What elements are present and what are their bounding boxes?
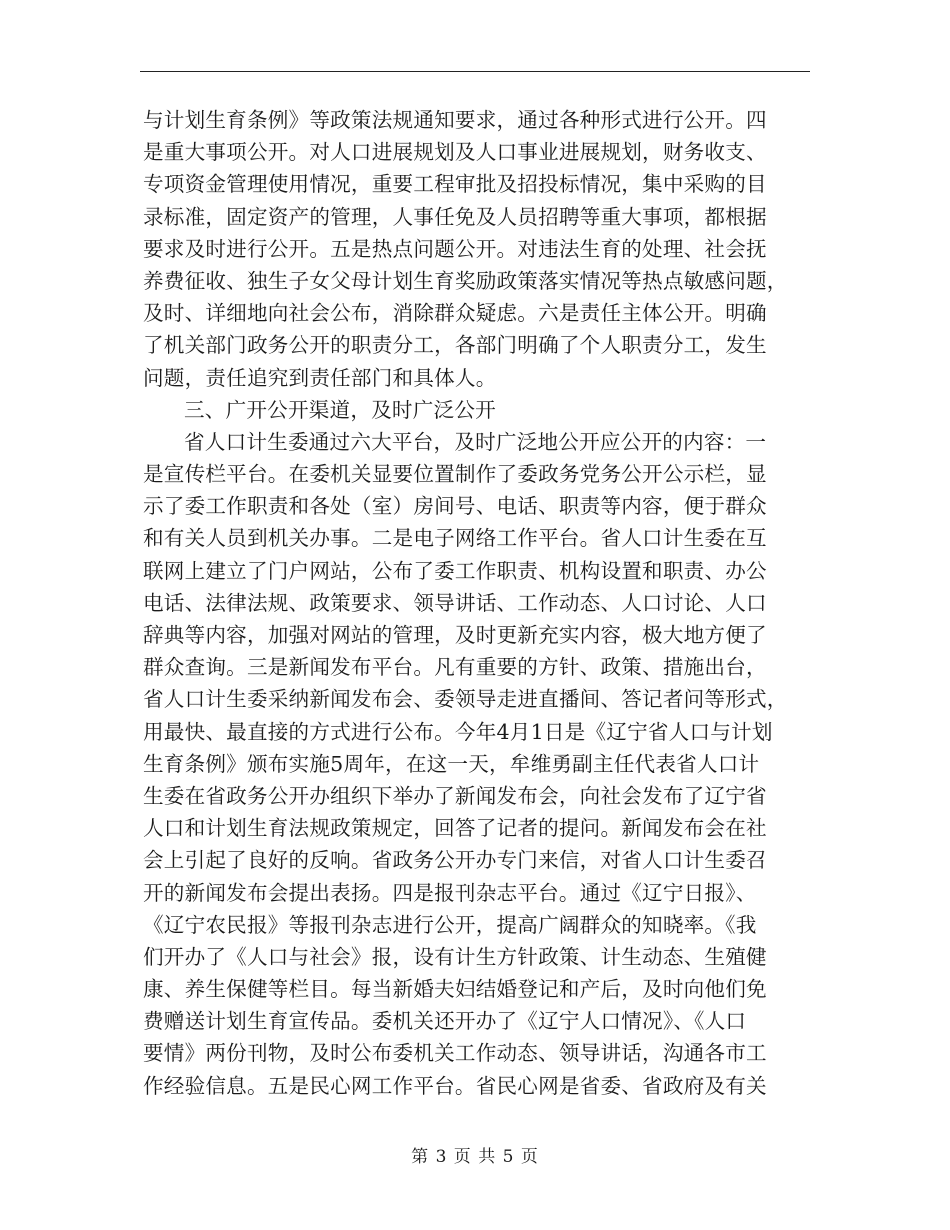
text-line: 专项资金管理使用情况，重要工程审批及招投标情况，集中采购的目 (143, 172, 767, 197)
text-line: 电话、法律法规、政策要求、领导讲话、工作动态、人口讨论、人口 (143, 590, 767, 615)
text-line: 联网上建立了门户网站，公布了委工作职责、机构设置和职责、办公 (143, 558, 767, 583)
text-line: 养费征收、独生子女父母计划生育奖励政策落实情况等热点敏感问题， (143, 268, 788, 293)
header-rule (140, 71, 810, 72)
text-line: 是宣传栏平台。在委机关显要位置制作了委政务党务公开公示栏，显 (143, 462, 767, 487)
text-line: 要情》两份刊物，及时公布委机关工作动态、领导讲话，沟通各市工 (143, 1041, 767, 1066)
text-line: 生委在省政务公开办组织下举办了新闻发布会，向社会发布了辽宁省 (143, 783, 767, 808)
text-line: 用最快、最直接的方式进行公布。今年4月1日是《辽宁省人口与计划 (143, 719, 773, 744)
document-body (143, 104, 815, 1102)
text-line: 要求及时进行公开。五是热点问题公开。对违法生育的处理、社会抚 (143, 236, 767, 261)
section-heading: 三、广开公开渠道，及时广泛公开 (184, 397, 496, 422)
text-line: 开的新闻发布会提出表扬。四是报刊杂志平台。通过《辽宁日报》、 (143, 880, 757, 905)
text-line: 会上引起了良好的反响。省政务公开办专门来信，对省人口计生委召 (143, 848, 767, 873)
page-footer: 第 3 页 共 5 页 (411, 1147, 539, 1167)
text-line: 问题，责任追究到责任部门和具体人。 (143, 365, 497, 390)
text-line: 示了委工作职责和各处（室）房间号、电话、职责等内容，便于群众 (143, 494, 767, 519)
text-line: 《辽宁农民报》等报刊杂志进行公开，提高广阔群众的知晓率。《我 (143, 912, 757, 937)
text-line: 和有关人员到机关办事。二是电子网络工作平台。省人口计生委在互 (143, 526, 767, 551)
text-line: 费赠送计划生育宣传品。委机关还开办了《辽宁人口情况》、《人口 (143, 1009, 747, 1034)
text-line: 是重大事项公开。对人口进展规划及人口事业进展规划，财务收支、 (143, 140, 767, 165)
text-line: 了机关部门政务公开的职责分工，各部门明确了个人职责分工，发生 (143, 333, 767, 358)
text-line: 康、养生保健等栏目。每当新婚夫妇结婚登记和产后，及时向他们免 (143, 977, 767, 1002)
text-line: 省人口计生委通过六大平台，及时广泛地公开应公开的内容：一 (184, 429, 767, 454)
text-line: 们开办了《人口与社会》报，设有计生方针政策、计生动态、生殖健 (143, 944, 767, 969)
text-line: 及时、详细地向社会公布，消除群众疑虑。六是责任主体公开。明确 (143, 301, 767, 326)
text-line: 人口和计划生育法规政策规定，回答了记者的提问。新闻发布会在社 (143, 816, 767, 841)
text-line: 辞典等内容，加强对网站的管理，及时更新充实内容，极大地方便了 (143, 623, 767, 647)
text-line: 录标准，固定资产的管理，人事任免及人员招聘等重大事项，都根据 (143, 204, 767, 229)
text-line: 群众查询。三是新闻发布平台。凡有重要的方针、政策、措施出台， (143, 655, 767, 680)
text-line: 生育条例》颁布实施5周年，在这一天，牟维勇副主任代表省人口计 (143, 751, 760, 776)
text-line: 省人口计生委采纳新闻发布会、委领导走进直播间、答记者问等形式， (143, 687, 788, 712)
text-line: 作经验信息。五是民心网工作平台。省民心网是省委、省政府及有关 (143, 1073, 767, 1098)
text-line: 与计划生育条例》等政策法规通知要求，通过各种形式进行公开。四 (143, 108, 767, 132)
